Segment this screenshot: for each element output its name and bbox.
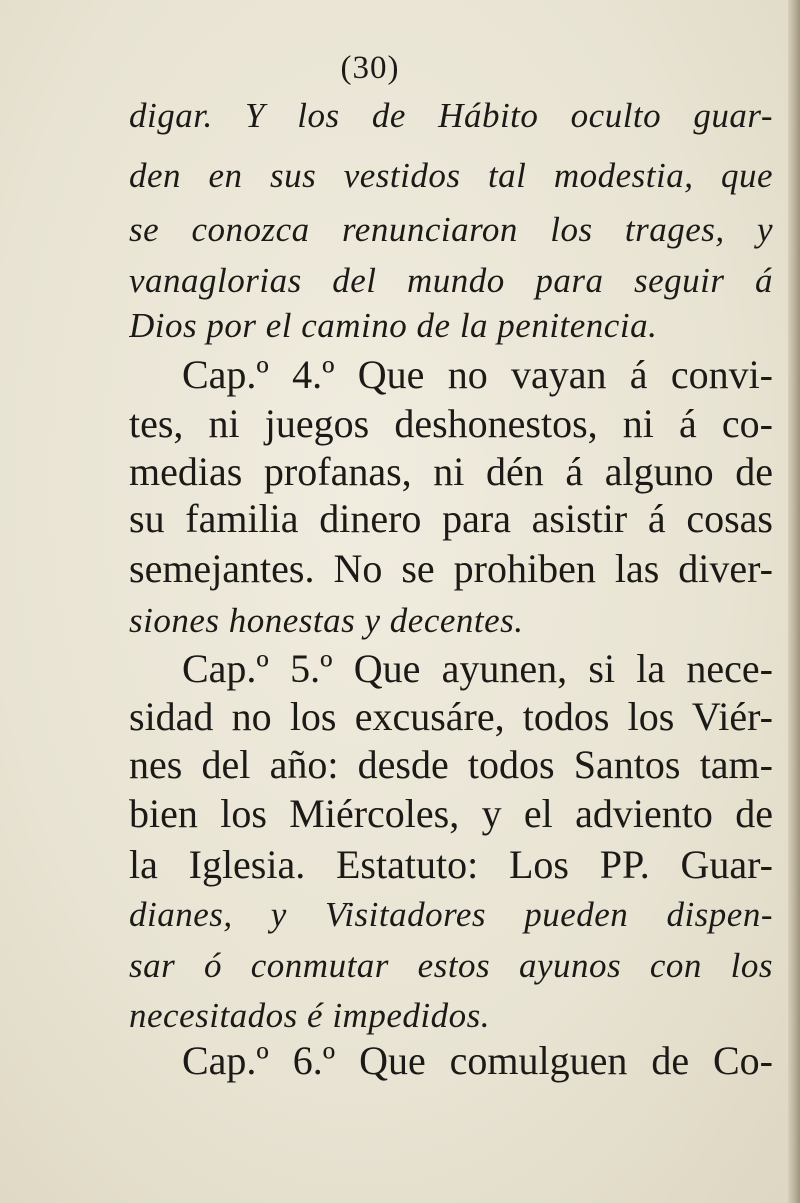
page-edge: [788, 0, 800, 1203]
text-line: vanaglorias del mundo para seguir á: [129, 261, 773, 300]
text-line: digar. Y los de Hábito oculto guar-: [129, 96, 773, 135]
text-line: sidad no los excusáre, todos los Viér-: [129, 694, 773, 739]
text-line: se conozca renunciaron los trages, y: [129, 210, 773, 249]
text-line: Cap.º 6.º Que comulguen de Co-: [182, 1038, 773, 1083]
text-line: nes del año: desde todos Santos tam-: [129, 742, 773, 787]
text-line: semejantes. No se prohiben las diver-: [129, 546, 773, 591]
text-line: siones honestas y decentes.: [129, 601, 524, 640]
text-line: Dios por el camino de la penitencia.: [129, 306, 658, 345]
text-line: su familia dinero para asistir á cosas: [129, 496, 773, 541]
text-line: Cap.º 4.º Que no vayan á convi-: [182, 352, 773, 397]
text-line: la Iglesia. Estatuto: Los PP. Guar-: [129, 842, 773, 887]
text-line: tes, ni juegos deshonestos, ni á co-: [129, 401, 773, 446]
text-line: dianes, y Visitadores pueden dispen-: [129, 895, 773, 934]
text-line: Cap.º 5.º Que ayunen, si la nece-: [182, 646, 773, 691]
text-line: necesitados é impedidos.: [129, 996, 490, 1035]
page-number: (30): [340, 50, 400, 86]
text-line: den en sus vestidos tal modestia, que: [129, 156, 773, 195]
text-line: bien los Miércoles, y el adviento de: [129, 791, 773, 836]
text-line: sar ó conmutar estos ayunos con los: [129, 946, 773, 985]
text-line: medias profanas, ni dén á alguno de: [129, 449, 773, 494]
